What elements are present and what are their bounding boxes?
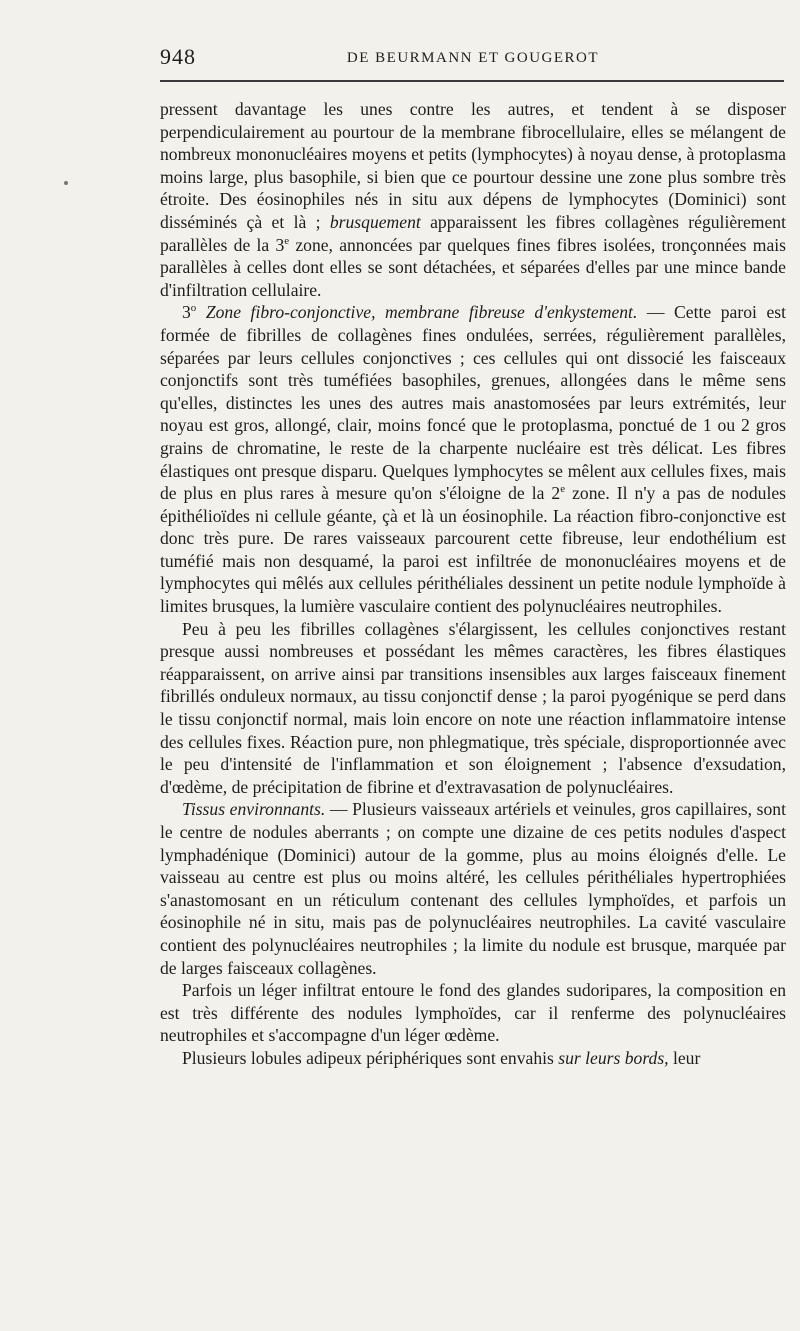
- text-run: zone, annoncées par quelques fines fibres isolées, tronçonnées mais parallèles à celles dont elles se sont détachées, et séparées d'elles par une mince bande d'infiltration cellulaire.: [160, 234, 786, 300]
- text-run: leur: [672, 1047, 701, 1068]
- header-rule: [160, 80, 784, 82]
- paragraph-continued: [160, 98, 786, 301]
- text-run: apparaissent les fibres collagènes régulièrement parallèles de la 3: [160, 211, 786, 255]
- page-number: 948: [160, 44, 196, 69]
- text-run: — Plusieurs vaisseaux artériels et veinules, gros capillaires, sont le centre de nodules aberrants ; on compte une dizaine de ces petits nodules d'aspect lymphadénique (Dominici) autour de la gomme, plus au moins éloignés d'elle. Le vaisseau au centre est plus ou moins altéré, les cellules périthéliales hypertrophiées s'anastomosant en un réticulum contenant des cellules lymphoïdes, et parfois un éosinophile né in situ, mais pas de polynucléaires neutrophiles. La cavité vasculaire contient des polynucléaires neutrophiles ; la limite du nodule est brusque, marquée par de larges faisceaux collagènes.: [160, 799, 786, 978]
- text-run: zone. Il n'y a pas de nodules épithélioïdes ni cellule géante, çà et là un éosinophile. La réaction fibro-conjonctive est donc très pure. De rares vaisseaux parcourent cette fibreuse, leur endothélium est tuméfié mais non desquamé, la paroi est infiltrée de mononucléaires moyens et de lymphocytes qui mêlés aux cellules périthéliales dessinent un petite nodule lymphoïde à limites brusques, la lumière vasculaire contient des polynucléaires neutrophiles.: [160, 483, 786, 617]
- section-heading: Zone fibro-conjonctive, membrane fibreuse d'enkystement.: [205, 302, 638, 323]
- paragraph-tissus: [160, 798, 786, 979]
- section-heading: Tissus environnants.: [182, 799, 326, 820]
- section-number: 3: [182, 302, 191, 323]
- paragraph: Parfois un léger infiltrat entoure le fond des glandes sudoripares, la composition en est très différente des nodules lymphoïdes, car il renferme des polynucléaires neutrophiles et s'accompagne d'un léger œdème.: [160, 980, 786, 1046]
- superscript: e: [284, 234, 290, 247]
- italic-run: sur leurs bords,: [558, 1047, 669, 1068]
- text-run: Plusieurs lobules adipeux périphériques sont envahis: [182, 1047, 554, 1068]
- text-run: pressent davantage les unes contre les autres, et tendent à se disposer perpendiculairement au pourtour de la membrane fibrocellulaire, elles se mélangent de nombreux mononucléaires moyens et petits (lymphocytes) à noyau dense, à protoplasma moins large, plus basophile, si bien que ce pourtour dessine une zone plus sombre très étroite. Des éosinophiles nés in situ aux dépens de lymphocytes (Dominici) sont disséminés çà et là ;: [160, 99, 786, 232]
- margin-mark: [64, 181, 68, 185]
- running-head: DE BEURMANN ET GOUGEROT: [346, 50, 600, 66]
- body-text: [160, 98, 786, 1070]
- text-run: — Cette paroi est formée de fibrilles de collagènes fines ondulées, serrées, régulièrement parallèles, séparées par leurs cellules conjonctives ; ces cellules qui ont dissocié les faisceaux conjonctifs sont très tuméfiées basophiles, grenues, allongées dans le même sens qu'elles, distinctes les unes des autres mais anastomosées par leurs extrémités, leur noyau est gros, allongé, clair, moins foncé que le protoplasma, ponctué de 1 ou 2 gros grains de chromatine, le reste de la charpente nucléaire est très délicat. Les fibres élastiques ont presque disparu. Quelques lymphocytes se mêlent aux cellules fixes, mais de plus en plus rares à mesure qu'on s'éloigne de la 2: [160, 302, 786, 504]
- superscript: o: [190, 302, 197, 315]
- paragraph-last: [160, 1047, 786, 1070]
- page-header: [160, 44, 786, 72]
- paragraph-zone-3: [160, 301, 786, 617]
- superscript: e: [560, 483, 566, 496]
- italic-run: brusquement: [329, 211, 421, 232]
- paragraph: Peu à peu les fibrilles collagènes s'élargissent, les cellules conjonctives restant presque aussi nombreuses et possédant les mêmes caractères, les fibres élastiques réapparaissent, on arrive ainsi par transitions insensibles aux larges faisceaux finement fibrillés onduleux normaux, au tissu conjonctif dense ; la paroi pyogénique se perd dans le tissu conjonctif normal, mais loin encore on note une réaction inflammatoire intense des cellules fixes. Réaction pure, non phlegmatique, très spéciale, disproportionnée avec le peu d'intensité de l'inflammation et son éloignement ; l'absence d'exsudation, d'œdème, de précipitation de fibrine et d'extravasation de polynucléaires.: [160, 618, 786, 797]
